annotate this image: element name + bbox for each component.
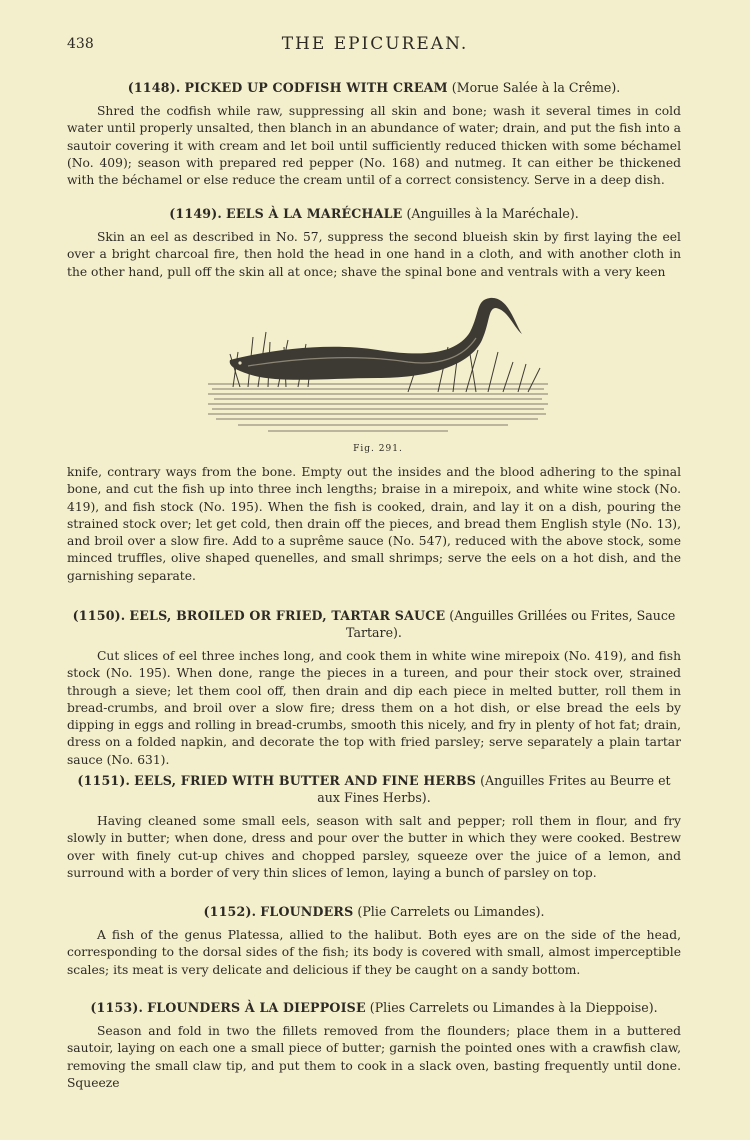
- recipe-french-title: (Morue Salée à la Crême).: [451, 80, 621, 95]
- recipe-number: (1148).: [127, 80, 181, 95]
- recipe-1148: [67, 79, 681, 189]
- recipe-1149: [67, 205, 681, 281]
- recipe-title: EELS À LA MARÉCHALE: [226, 206, 403, 221]
- recipe-number: (1152).: [203, 904, 257, 919]
- page-number: 438: [67, 36, 94, 52]
- recipe-french-title: (Anguilles Frites au Beurre et aux Fines Herbs).: [317, 773, 671, 805]
- eel-illustration: [208, 292, 548, 454]
- recipe-text: Having cleaned some small eels, season with salt and pepper; roll them in flour, and fry slowly in butter; when done, dress and pour over the butter in which they were cooked. Bestrew over with finely cut-up chives and chopped parsley, squeeze over the juice of a lemon, and surround with a border of very thin slices of lemon, laying a bunch of parsley on top.: [67, 814, 681, 880]
- recipe-1150: [67, 607, 681, 769]
- recipe-number: (1150).: [72, 608, 126, 623]
- recipe-french-title: (Anguilles à la Maréchale).: [406, 206, 579, 221]
- recipe-number: (1149).: [169, 206, 222, 221]
- recipe-1151: [67, 772, 681, 882]
- recipe-heading: [67, 772, 681, 806]
- recipe-french-title: (Plies Carrelets ou Limandes à la Dieppoise).: [369, 1000, 658, 1015]
- recipe-text: Shred the codfish while raw, suppressing all skin and bone; wash it several times in cold water until properly unsalted, then blanch in an abundance of water; drain, and put the fish into a sautoir covering it with cream and let boil until sufficiently reduced thicken with some béchamel (No. 409); season with prepared red pepper (No. 168) and nutmeg. It can either be thickened with the béchamel or else reduce the cream until of a correct consistency. Serve in a deep dish.: [67, 104, 681, 188]
- recipe-title: EELS, BROILED OR FRIED, TARTAR SAUCE: [129, 608, 446, 623]
- eel-engraving: [208, 292, 548, 440]
- recipe-title: PICKED UP CODFISH WITH CREAM: [184, 80, 448, 95]
- figure-caption: Fig. 291.: [353, 444, 403, 454]
- page-header: [67, 34, 683, 56]
- recipe-text: A fish of the genus Platessa, allied to the halibut. Both eyes are on the side of the head, corresponding to the dorsal sides of the fish; its body is covered with small, almost imperceptible scales; its meat is very delicate and delicious if they be caught on a sandy bottom.: [67, 928, 681, 977]
- recipe-number: (1151).: [77, 773, 131, 788]
- recipe-french-title: (Anguilles Grillées ou Frites, Sauce Tartare).: [346, 608, 676, 640]
- recipe-title: FLOUNDERS À LA DIEPPOISE: [147, 1000, 366, 1015]
- recipe-heading: [67, 903, 681, 920]
- recipe-1153: [67, 999, 681, 1092]
- recipe-title: FLOUNDERS: [260, 904, 354, 919]
- recipe-text: knife, contrary ways from the bone. Empty out the insides and the blood adhering to the spinal bone, and cut the fish up into three inch lengths; braise in a mirepoix, and white wine stock (No. 419), and fish stock (No. 195). When the fish is cooked, drain, and lay it on a dish, pouring the strained stock over; let get cold, then drain off the pieces, and bread them English style (No. 13), and broil over a slow fire. Add to a suprême sauce (No. 547), reduced with the above stock, some minced truffles, olive shaped quenelles, and small shrimps; serve the eels on a hot dish, and the garnishing separate.: [67, 465, 681, 583]
- recipe-french-title: (Plie Carrelets ou Limandes).: [357, 904, 545, 919]
- recipe-text: Season and fold in two the fillets removed from the flounders; place them in a buttered sautoir, laying on each one a small piece of butter; garnish the pointed ones with a crawfish claw, removing the small claw tip, and put them to cook in a slack oven, basting frequently until done. Squeeze: [67, 1024, 681, 1090]
- recipe-heading: [67, 79, 681, 96]
- recipe-title: EELS, FRIED WITH BUTTER AND FINE HERBS: [134, 773, 477, 788]
- recipe-1152: [67, 903, 681, 979]
- recipe-1149-continued: [67, 464, 681, 585]
- recipe-text: Cut slices of eel three inches long, and cook them in white wine mirepoix (No. 419), and fish stock (No. 195). When done, range the pieces in a tureen, and pour their stock over, strained through a sieve; let them cool off, then drain and dip each piece in melted butter, roll them in bread-crumbs, and broil over a slow fire; dress them on a hot dish, or else bread the eels by dipping in eggs and rolling in bread-crumbs, smooth this nicely, and fry in plenty of hot fat; drain, dress on a folded napkin, and decorate the top with fried parsley; serve separately a plain tartar sauce (No. 631).: [67, 649, 681, 767]
- recipe-heading: [67, 999, 681, 1016]
- recipe-text: Skin an eel as described in No. 57, suppress the second blueish skin by first laying the eel over a bright charcoal fire, then hold the head in one hand in a cloth, and with another cloth in the other hand, pull off the skin all at once; shave the spinal bone and ventrals with a very keen: [67, 230, 681, 279]
- running-title: THE EPICUREAN.: [281, 34, 469, 54]
- recipe-number: (1153).: [90, 1000, 144, 1015]
- recipe-heading: [67, 607, 681, 641]
- recipe-heading: [67, 205, 681, 222]
